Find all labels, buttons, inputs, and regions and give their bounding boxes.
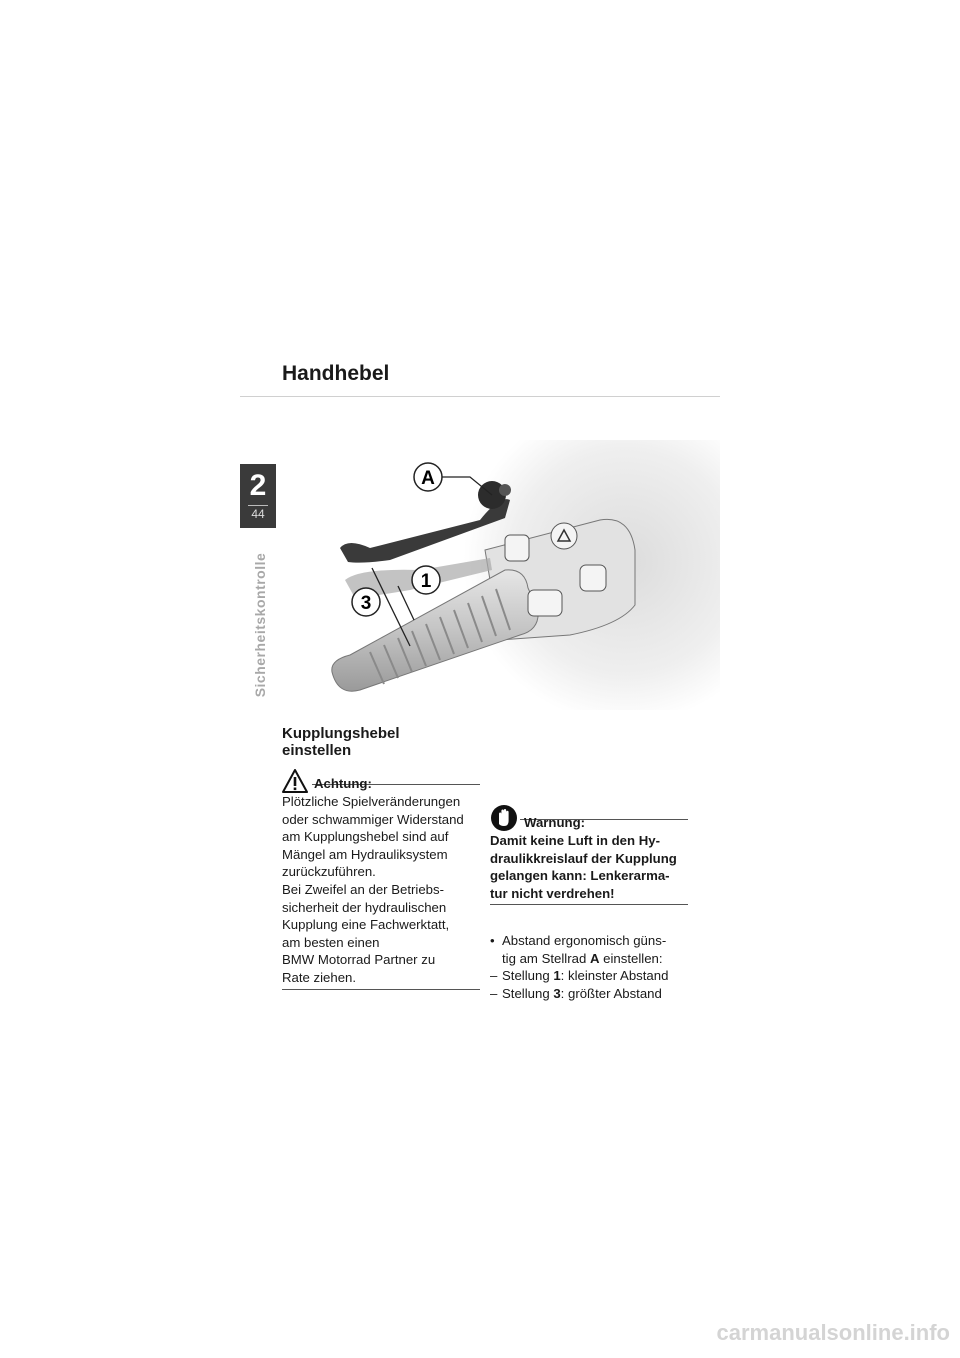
warning-title: Warnung: [524,815,586,831]
site-watermark: carmanualsonline.info [716,1320,950,1345]
distance-arrow-1 [398,586,414,620]
callout-a: A [421,468,435,489]
clutch-lever-illustration [300,440,720,720]
warning-bottom-rule [490,904,688,905]
hazard-button [551,523,577,549]
caution-text: Plötzliche Spielveränderungen oder schwammiger Widerstand am Kupplungshebel sind auf Mängel am Hydrauliksystem zurückzuführen. Bei Zweifel an der Betriebs- sicherheit der hydraulischen Kupplung eine Fachwerktatt, am besten einen BMW Motorrad Partner zu Rate ziehen. [282,794,464,985]
warning-notice [490,815,688,905]
section-heading-line1: Kupplungshebel [282,725,400,742]
warning-header [490,804,688,832]
caution-bottom-rule [282,989,480,990]
position-3-item: – Stellung 3: größter Abstand [490,985,662,1001]
instruction-step: • Abstand ergonomisch güns- tig am Stellrad A einstellen: [490,933,667,966]
caution-notice [282,776,480,990]
callout-3: 3 [360,593,372,614]
chapter-number: 2 [249,469,267,502]
title-divider [240,396,720,397]
light-switch-button [528,590,562,616]
caution-header [282,769,480,793]
chapter-divider [248,505,268,506]
instruction-list [490,932,695,1002]
section-side-label: Sicherheitskontrolle [252,552,268,698]
warning-text: Damit keine Luft in den Hy- draulikkreislauf der Kupplung gelangen kann: Lenkerarma- tur nicht verdrehen! [490,833,677,901]
section-heading [282,725,472,759]
page-number: 44 [251,507,265,521]
warning-triangle-icon [282,769,308,793]
section-heading-line2: einstellen [282,742,352,759]
bullet-mark: • [490,933,495,948]
adjuster-screw [499,484,511,496]
caution-title: Achtung: [314,776,372,792]
horn-button [580,565,606,591]
position-1-item: – Stellung 1: kleinster Abstand [490,968,669,984]
callout-1: 1 [420,571,432,592]
page-title: Handhebel [282,362,390,385]
switch-button [505,535,529,561]
stop-hand-icon [490,804,518,832]
